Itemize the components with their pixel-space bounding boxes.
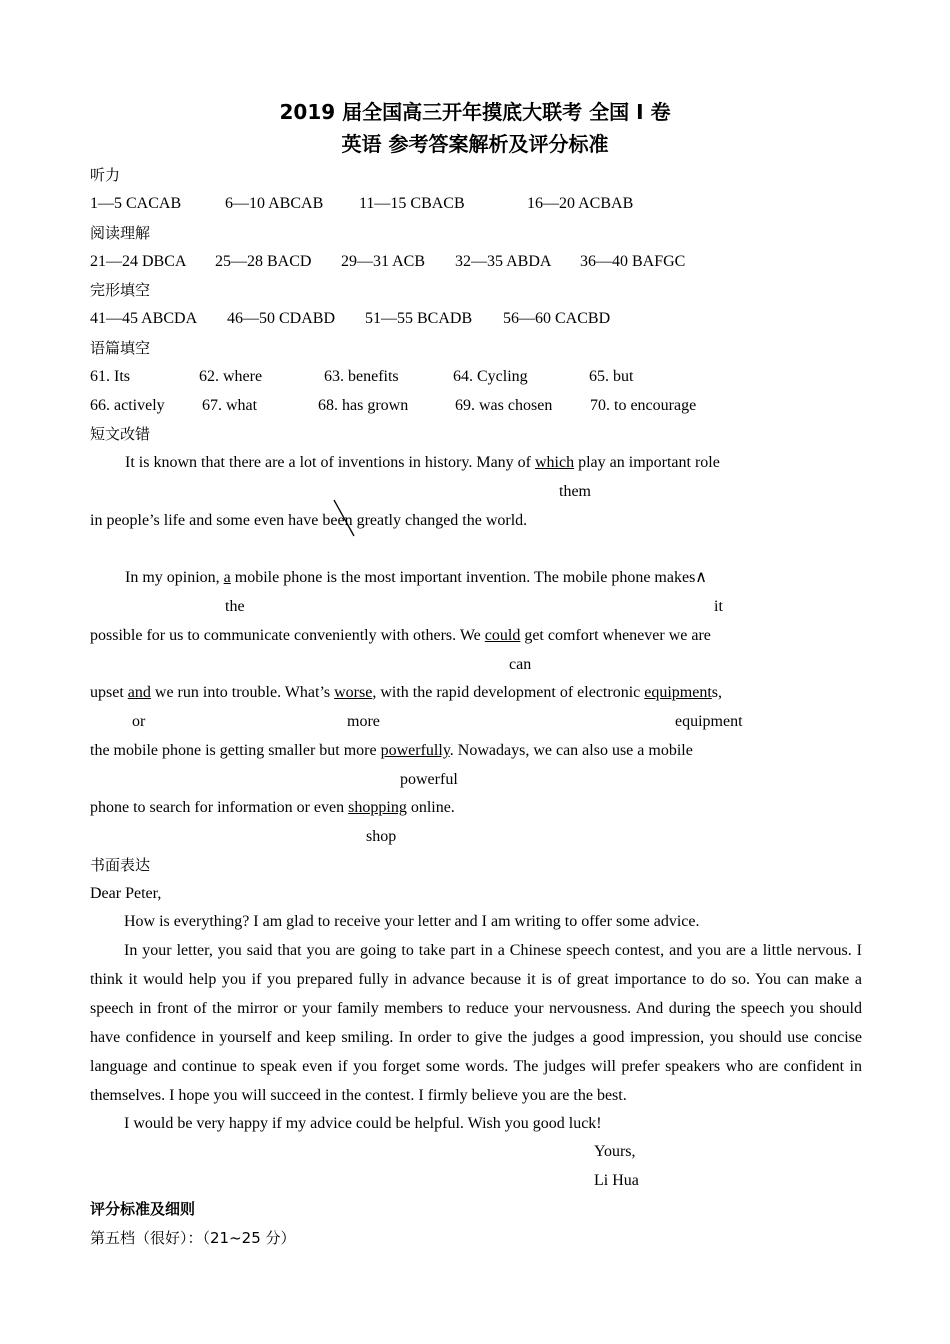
section-heading-grammar: 语篇填空 — [90, 339, 151, 357]
section-heading-correction: 短文改错 — [90, 425, 151, 443]
error-word: could — [484, 627, 521, 644]
answer-item: 61. Its — [90, 368, 130, 385]
answer-item: 64. Cycling — [453, 368, 528, 385]
section-heading-listening: 听力 — [90, 166, 121, 184]
answer-group: 29—31 ACB — [341, 253, 426, 270]
answer-group: 32—35 ABDA — [455, 253, 552, 270]
error-word: shopping — [348, 799, 407, 816]
letter-paragraph: I would be very happy if my advice could be helpful. Wish you good luck! — [124, 1115, 602, 1132]
correction-line: It is known that there are a lot of inventions in history. Many of which play an important role — [125, 454, 720, 471]
section-heading-reading: 阅读理解 — [90, 224, 151, 242]
answer-item: 67. what — [202, 397, 258, 414]
answer-item: 68. has grown — [318, 397, 409, 414]
error-word: which — [535, 454, 575, 471]
grading-level: 第五档（很好）：（21~25 分） — [90, 1229, 296, 1247]
answer-group: 16—20 ACBAB — [527, 195, 634, 212]
answer-item: 65. but — [589, 368, 634, 385]
correction-line: phone to search for information or even shopping online. — [90, 799, 455, 816]
answer-group: 1—5 CACAB — [90, 195, 182, 212]
letter-paragraph: In your letter, you said that you are going to take part in a Chinese speech contest, and you are a little nervous. I think it would help you if you prepared fully in advance because it is of great importance to do so. You can make a speech in front of the mirror or your family members to reduce your nervousness. And during the speech you should have confidence in yourself and keep smiling. In order to give the judges a good impression, you should use concise language and continue to speak even if you forget some words. The judges will prefer speakers who are confident in themselves. I hope you will succeed in the contest. I firmly believe you are the best. — [90, 942, 862, 1104]
correction-fix: it — [714, 598, 723, 615]
answer-group: 46—50 CDABD — [227, 310, 336, 327]
correction-fix: shop — [366, 828, 397, 845]
error-word: equipment — [644, 684, 712, 701]
error-word: and — [127, 684, 151, 701]
answer-group: 36—40 BAFGC — [580, 253, 686, 270]
answer-item: 66. actively — [90, 397, 165, 414]
correction-fix: more — [347, 713, 380, 730]
correction-fix: them — [559, 483, 591, 500]
correction-line: in people’s life and some even have been greatly changed the world. — [90, 512, 528, 529]
letter-paragraph: How is everything? I am glad to receive your letter and I am writing to offer some advice. — [124, 913, 700, 930]
answer-group: 51—55 BCADB — [365, 310, 473, 327]
letter-salutation: Dear Peter, — [90, 885, 162, 902]
answer-group: 21—24 DBCA — [90, 253, 187, 270]
answer-item: 62. where — [199, 368, 263, 385]
correction-fix: powerful — [400, 771, 458, 788]
answer-group: 6—10 ABCAB — [225, 195, 324, 212]
answer-item: 70. to encourage — [590, 397, 697, 414]
correction-line: the mobile phone is getting smaller but more powerfully. Nowadays, we can also use a mobile — [90, 742, 693, 759]
correction-fix: can — [509, 656, 532, 673]
correction-fix: or — [132, 713, 146, 730]
correction-fix: equipment — [675, 713, 743, 730]
correction-line: In my opinion, a mobile phone is the most important invention. The mobile phone makes∧ — [125, 569, 708, 586]
error-word: worse — [334, 684, 373, 701]
answer-item: 69. was chosen — [455, 397, 553, 414]
letter-signature: Li Hua — [594, 1172, 639, 1189]
doc-title-line1: 2019 届全国高三开年摸底大联考 全国 I 卷 — [279, 100, 671, 124]
error-word: a — [223, 569, 231, 586]
section-heading-writing: 书面表达 — [90, 856, 151, 874]
error-word: powerfully — [380, 742, 450, 759]
answer-item: 63. benefits — [324, 368, 399, 385]
section-heading-grading: 评分标准及细则 — [90, 1200, 196, 1218]
doc-title-line2: 英语 参考答案解析及评分标准 — [341, 132, 609, 156]
answer-group: 25—28 BACD — [215, 253, 312, 270]
answer-group: 56—60 CACBD — [503, 310, 611, 327]
correction-line: upset and we run into trouble. What’s worse, with the rapid development of electronic equipments, — [90, 684, 723, 701]
answer-group: 11—15 CBACB — [359, 195, 465, 212]
correction-line: possible for us to communicate conveniently with others. We could get comfort whenever we are — [90, 627, 711, 644]
correction-fix: the — [225, 598, 245, 615]
section-heading-cloze: 完形填空 — [90, 281, 151, 299]
deletion-mark — [332, 498, 356, 538]
letter-closing: Yours, — [594, 1143, 636, 1160]
answer-group: 41—45 ABCDA — [90, 310, 198, 327]
